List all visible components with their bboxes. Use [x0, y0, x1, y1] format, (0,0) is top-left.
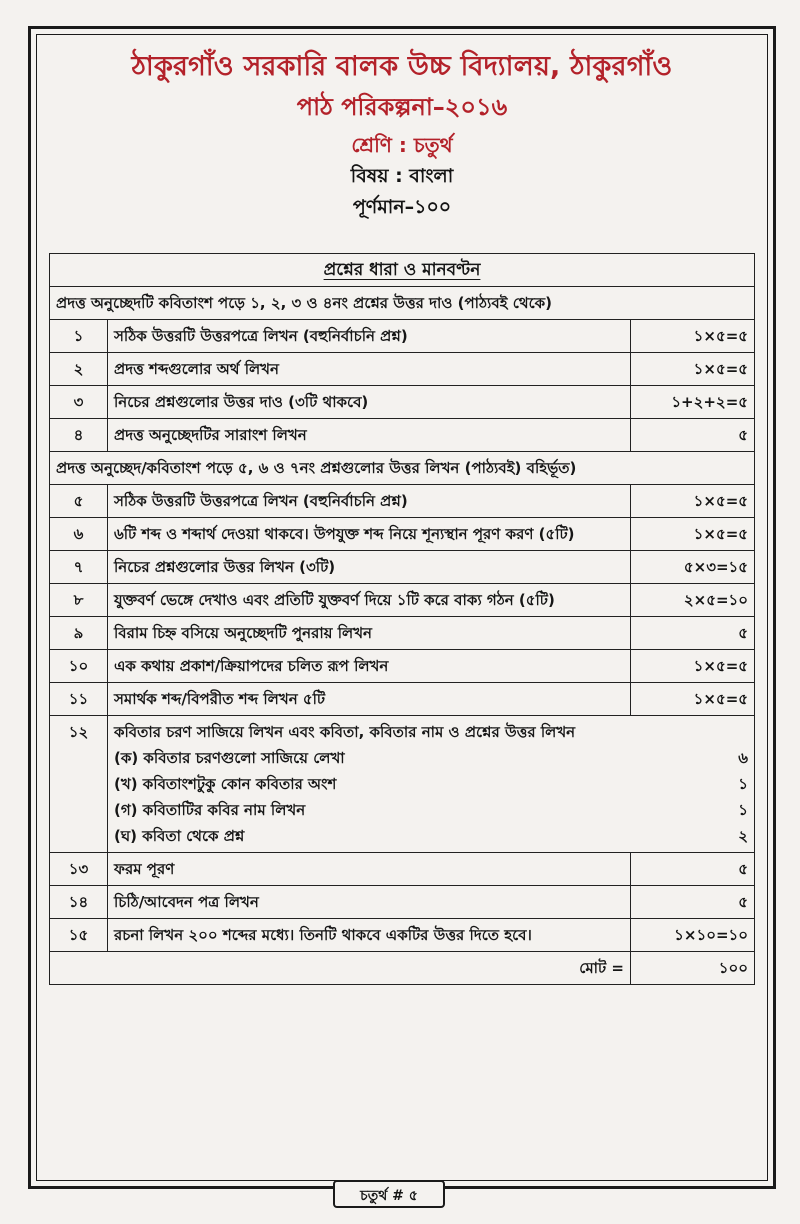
question-marks: ১×৫=৫ — [630, 485, 754, 518]
total-label: মোট = — [50, 952, 631, 985]
table-row-q12 — [50, 716, 755, 853]
sub-question-marks: ১ — [738, 775, 748, 793]
question-number: ৫ — [50, 485, 108, 518]
question-description: সঠিক উত্তরটি উত্তরপত্রে লিখন (বহুনির্বাচনি প্রশ্ন) — [108, 485, 631, 518]
question-description: রচনা লিখন ২০০ শব্দের মধ্যে। তিনটি থাকবে একটির উত্তর দিতে হবে। — [108, 919, 631, 952]
marks-distribution-table — [49, 253, 755, 985]
question-marks: ৫ — [630, 853, 754, 886]
question-number: ১০ — [50, 650, 108, 683]
section-instruction-2: প্রদত্ত অনুচ্ছেদ/কবিতাংশ পড়ে ৫, ৬ ও ৭নং প্রশ্নগুলোর উত্তর লিখন (পাঠ্যবই) বহির্ভূত) — [50, 452, 755, 485]
question-number: ৩ — [50, 386, 108, 419]
question-marks: ১×৫=৫ — [630, 353, 754, 386]
question-marks: ৫ — [630, 886, 754, 919]
question-number: ৮ — [50, 584, 108, 617]
sub-question-text: (গ) কবিতাটির কবির নাম লিখন — [114, 801, 306, 819]
class-label: শ্রেণি : চতুর্থ — [351, 133, 453, 157]
table-row — [50, 919, 755, 952]
total-value: ১০০ — [630, 952, 754, 985]
question-number: ১৩ — [50, 853, 108, 886]
page-number-badge: চতুর্থ # ৫ — [333, 1180, 445, 1208]
question-description: কবিতার চরণ সাজিয়ে লিখন এবং কবিতা, কবিতার নাম ও প্রশ্নের উত্তর লিখন — [114, 723, 576, 741]
question-number: ১৪ — [50, 886, 108, 919]
question-number: ১১ — [50, 683, 108, 716]
question-number: ১২ — [50, 716, 108, 853]
table-row — [50, 386, 755, 419]
sub-question-text: (ঘ) কবিতা থেকে প্রশ্ন — [114, 827, 245, 845]
table-row — [50, 650, 755, 683]
table-row — [50, 853, 755, 886]
sub-question — [114, 771, 748, 797]
question-marks: ১×১০=১০ — [630, 919, 754, 952]
question-marks: ৫ — [630, 617, 754, 650]
plan-title: পাঠ পরিকল্পনা–২০১৬ — [296, 93, 508, 121]
full-marks-label: পূর্ণমান–১০০ — [352, 196, 452, 218]
question-description: নিচের প্রশ্নগুলোর উত্তর লিখন (৩টি) — [108, 551, 631, 584]
table-row — [50, 551, 755, 584]
sub-question-marks: ২ — [738, 827, 748, 845]
table-row — [50, 485, 755, 518]
question-marks: ২×৫=১০ — [630, 584, 754, 617]
sub-question — [114, 797, 748, 823]
section-row — [50, 287, 755, 320]
sub-question — [114, 745, 748, 771]
question-number: ১৫ — [50, 919, 108, 952]
table-row — [50, 353, 755, 386]
question-marks: ১×৫=৫ — [630, 650, 754, 683]
question-description: যুক্তবর্ণ ভেঙ্গে দেখাও এবং প্রতিটি যুক্তবর্ণ দিয়ে ১টি করে বাক্য গঠন (৫টি) — [108, 584, 631, 617]
question-description: চিঠি/আবেদন পত্র লিখন — [108, 886, 631, 919]
header — [40, 50, 764, 220]
table-row — [50, 584, 755, 617]
question-marks: ১+২+২=৫ — [630, 386, 754, 419]
total-row — [50, 952, 755, 985]
question-marks: ১×৫=৫ — [630, 683, 754, 716]
section-instruction-1: প্রদত্ত অনুচ্ছেদটি কবিতাংশ পড়ে ১, ২, ৩ ও ৪নং প্রশ্নের উত্তর দাও (পাঠ্যবই থেকে) — [50, 287, 755, 320]
question-description: সঠিক উত্তরটি উত্তরপত্রে লিখন (বহুনির্বাচনি প্রশ্ন) — [108, 320, 631, 353]
question-marks: ১×৫=৫ — [630, 518, 754, 551]
question-description: সমার্থক শব্দ/বিপরীত শব্দ লিখন ৫টি — [108, 683, 631, 716]
question-number: ২ — [50, 353, 108, 386]
question-number: ৯ — [50, 617, 108, 650]
sub-question-marks: ১ — [738, 801, 748, 819]
sub-question-marks: ৬ — [738, 749, 748, 767]
table-row — [50, 518, 755, 551]
question-description: এক কথায় প্রকাশ/ক্রিয়াপদের চলিত রূপ লিখন — [108, 650, 631, 683]
question-number: ১ — [50, 320, 108, 353]
question-marks: ১×৫=৫ — [630, 320, 754, 353]
sub-question-text: (খ) কবিতাংশটুকু কোন কবিতার অংশ — [114, 775, 337, 793]
question-marks: ৫ — [630, 419, 754, 452]
sub-question-text: (ক) কবিতার চরণগুলো সাজিয়ে লেখা — [114, 749, 345, 767]
question-description: প্রদত্ত অনুচ্ছেদটির সারাংশ লিখন — [108, 419, 631, 452]
table-row — [50, 320, 755, 353]
question-marks: ৫×৩=১৫ — [630, 551, 754, 584]
table-row — [50, 617, 755, 650]
question-description: নিচের প্রশ্নগুলোর উত্তর দাও (৩টি থাকবে) — [108, 386, 631, 419]
table-row — [50, 683, 755, 716]
section-row — [50, 452, 755, 485]
sub-question — [114, 823, 748, 849]
question-description: প্রদত্ত শব্দগুলোর অর্থ লিখন — [108, 353, 631, 386]
question-number: ৬ — [50, 518, 108, 551]
table-row — [50, 419, 755, 452]
table-title: প্রশ্নের ধারা ও মানবণ্টন — [323, 260, 481, 280]
question-description: ফরম পূরণ — [108, 853, 631, 886]
table-title-row — [50, 254, 755, 287]
question-number: ৭ — [50, 551, 108, 584]
question-number: ৪ — [50, 419, 108, 452]
subject-label: বিষয় : বাংলা — [350, 165, 454, 187]
question-description: ৬টি শব্দ ও শব্দার্থ দেওয়া থাকবে। উপযুক্ত শব্দ নিয়ে শূন্যস্থান পূরণ করণ (৫টি) — [108, 518, 631, 551]
question-description: বিরাম চিহ্ন বসিয়ে অনুচ্ছেদটি পুনরায় লিখন — [108, 617, 631, 650]
table-row — [50, 886, 755, 919]
school-name: ঠাকুরগাঁও সরকারি বালক উচ্চ বিদ্যালয়, ঠাকুরগাঁও — [131, 51, 673, 82]
